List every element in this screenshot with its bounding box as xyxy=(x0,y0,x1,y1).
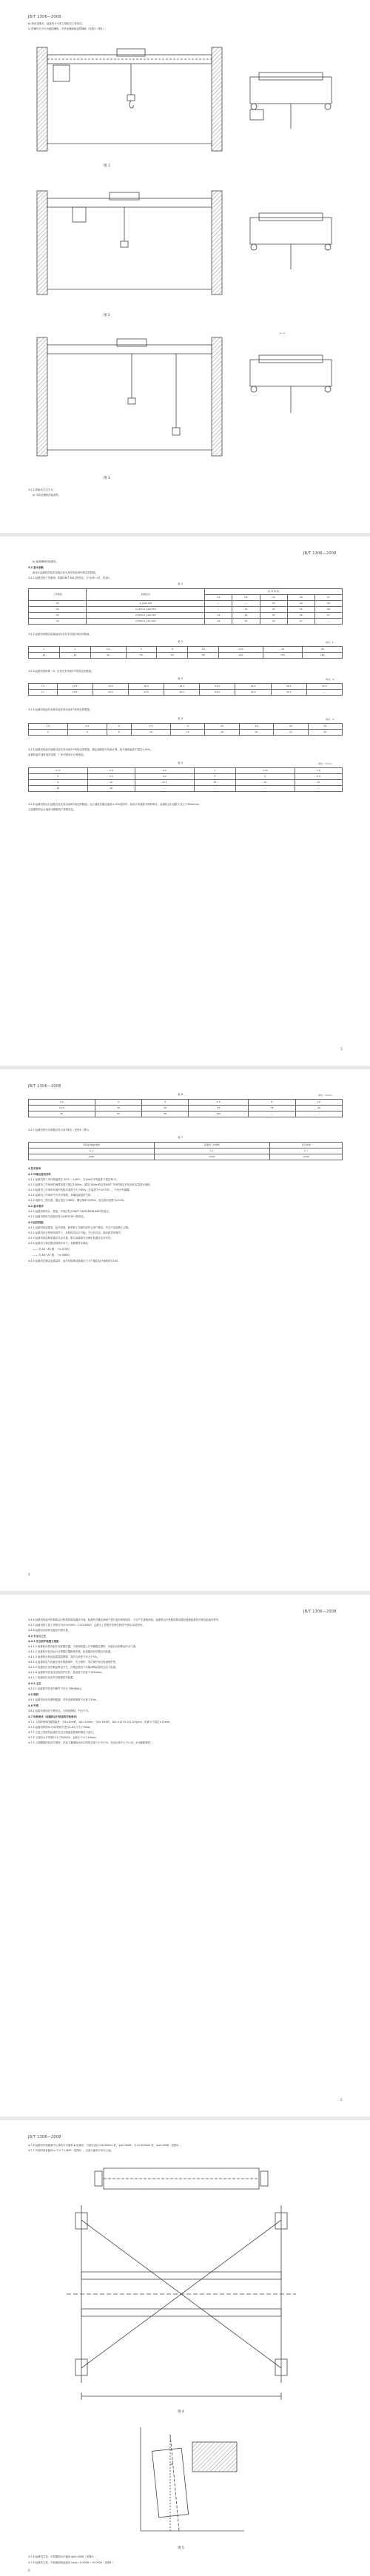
table-7-caption: 表 7 xyxy=(178,1136,184,1139)
table-cell: 0.9 xyxy=(135,768,194,774)
table-cell: A5 xyxy=(314,601,342,607)
text-line: 4.3.2 起重机在正常使用条件下，各机构应运行平稳，不应有冲击、振动和异常噪声。 xyxy=(28,1231,124,1234)
table-cell: A3 xyxy=(260,601,287,607)
table-header-cell: C_L xyxy=(154,1149,270,1154)
table-1-caption: 表 1 xyxy=(178,582,184,585)
table-cell: 12.5 xyxy=(219,647,263,653)
figure-3-drawing xyxy=(28,324,346,472)
table-row xyxy=(29,768,343,774)
table-cell: 30 xyxy=(308,730,342,736)
table-cell: 26.5 xyxy=(164,690,200,696)
table-cell: 16 xyxy=(95,1106,141,1112)
table-cell: A4 xyxy=(232,613,260,619)
table-cell: 25 xyxy=(29,653,60,659)
table-row xyxy=(29,786,343,792)
text-line: 4.3.7 起重机的主梁上拱度应为(0.9/1000～1.4/1000)S，且最大上拱度应控制在跨度中部S/10范围内。 xyxy=(28,1624,145,1627)
table-cell: A5 xyxy=(232,619,260,625)
text-line: 4.3.3 起重机的控制装置应灵活可靠，限位装置和安全保护装置应完好有效。 xyxy=(28,1237,113,1240)
table-cell: 40 xyxy=(90,653,126,659)
text-line: 3.2.5 起重机的起升速度宜优先采用表5中所规定的数值，额定速度按平均值计算，起升速度偏差不超过±10%。 xyxy=(28,748,153,751)
table-cell: A5 xyxy=(260,613,287,619)
table-6-caption: 表 6 xyxy=(178,1093,184,1096)
table-cell: 0.72 xyxy=(29,768,88,774)
table-cell: 5 xyxy=(236,774,295,780)
table-row xyxy=(29,774,343,780)
table-2-caption: 表 2 xyxy=(178,640,184,643)
page-header: JB/T 1306—2008 xyxy=(28,2135,61,2139)
text-line: —— 对 A3～A5 级： f ≤ S/700； xyxy=(33,1248,72,1251)
table-row xyxy=(29,653,343,659)
section-heading: 4.4.1 安全防护装置与措施 xyxy=(28,1640,59,1643)
table-header-cell: U4 xyxy=(232,595,260,601)
section-heading: 4.4.2 卫生 xyxy=(28,1682,41,1685)
section-heading: 4.4 安全与卫生 xyxy=(28,1635,47,1638)
table-cell: 28.5 xyxy=(271,684,306,690)
text-line: 4.1.3 起重机工作场所环境中的相对湿度不大于85%（在温度为+25℃时），不允许有凝露。 xyxy=(28,1188,132,1191)
page-4 xyxy=(0,1595,370,2116)
text-line: 3.2.6 起重机的运行速度宜优先采用表6所规定的数值。运行速度在额定速度±10%范围内。原设计的速度可保持原状，起重机运行速度不宜大于60m/min。 xyxy=(28,803,202,806)
table-cell: 10 xyxy=(188,647,219,653)
table-4 xyxy=(28,723,343,736)
text-line: 4.3.4 起重机主梁在额定载荷作用下，其静刚性应满足： xyxy=(28,1242,91,1245)
section-heading: 4.3 使用性能 xyxy=(28,1221,44,1224)
page-1 xyxy=(0,0,370,533)
table-cell: 16.5 xyxy=(128,684,164,690)
table-cell: 20 xyxy=(142,1106,189,1112)
text-line: 4.2.1 起重机的设计、制造、安装应符合GB/T 14405和GB 6067的规定。 xyxy=(28,1210,112,1213)
text-line: 3.2.7 起重机的安全系数应符合表7规定（见图1～图3）。 xyxy=(28,1129,93,1131)
section-heading: 4.7 结构要求（起重机运行轨道的安装要求） xyxy=(28,1715,79,1718)
table-cell: 24 xyxy=(274,730,308,736)
table-cell: 10 xyxy=(87,780,135,786)
table-header-cell: C_r xyxy=(270,1149,343,1154)
table-row xyxy=(29,1100,343,1106)
section-heading: 4.5 照明 xyxy=(28,1693,38,1696)
text-line: 4.1.1 起重机的工作环境温度在-20℃～+40℃，在24h内平均温度不超过35℃。 xyxy=(28,1178,119,1181)
figure-1-caption: 图 1 xyxy=(104,164,110,168)
text-line: 起重机起升速度适用范围，厂家可按设计合理选取。 xyxy=(28,753,86,756)
table-cell: 32.5 xyxy=(235,690,271,696)
table-header-cell: U3 xyxy=(205,595,232,601)
table-cell: 80 xyxy=(142,1112,189,1117)
table-cell: 7.5 xyxy=(29,684,58,690)
table-cell: 24 xyxy=(308,724,342,730)
table-cell: 23.5 xyxy=(128,690,164,696)
text-line: 4.4.1.6 起重机司机室应设有防护栏杆，其高度不应低于1050mm。 xyxy=(28,1671,104,1674)
text-line: 4.4.1.5 起重机应设有紧急断电开关，在紧急情况下应能切断起重机总动力电源。 xyxy=(28,1666,118,1669)
table-4-caption: 表 4 xyxy=(178,717,184,720)
table-cell: 40 xyxy=(87,786,135,792)
table-cell: Q4 xyxy=(29,619,87,625)
text-line: 4.7.2 起重机跨度S1与S2的相对差|S1-S2|不大于5mm。 xyxy=(28,1726,92,1729)
table-cell: 10.5 xyxy=(57,684,92,690)
table-cell: — xyxy=(295,786,342,792)
table-cell: 2 xyxy=(59,647,90,653)
text-line: 4.3.8 起重机各部件连接应牢固可靠。 xyxy=(28,1629,71,1632)
text-line: 3.2.2 起重机的额定起重量Q应优先采用表2规定的数值。 xyxy=(28,633,92,636)
table-cell: 100 xyxy=(219,653,263,659)
table-cell: 0.125<K_p≤0.250 xyxy=(87,607,205,613)
table-cell: 20 xyxy=(303,647,343,653)
table-cell: 12.5 xyxy=(29,1106,95,1112)
table-cell: Q3 xyxy=(29,613,87,619)
page-5 xyxy=(0,2120,370,2576)
text-line: 新设计起重机的基本参数应优先采用本标准所规定的数值。 xyxy=(33,571,98,574)
table-cell: A6 xyxy=(287,613,314,619)
table-cell: — xyxy=(295,1112,342,1117)
table-cell: 29.5 xyxy=(200,690,235,696)
table-cell: 8 xyxy=(107,730,131,736)
table-cell: 80 xyxy=(188,653,219,659)
table-cell: 19.5 xyxy=(164,684,200,690)
table-row xyxy=(29,601,343,607)
table-cell: 4 xyxy=(194,774,235,780)
table-cell: 17 xyxy=(29,690,58,696)
table-cell: A3 xyxy=(232,607,260,613)
table-cell: 5 xyxy=(29,730,68,736)
table-cell: 50 xyxy=(126,653,157,659)
table-cell: 9 xyxy=(171,724,205,730)
table-cell: 1 xyxy=(194,768,235,774)
table-3 xyxy=(28,683,343,696)
table-cell: 10 xyxy=(295,1100,342,1106)
text-line: 4.7.9 起重机主梁，车轮端面垂直偏斜 tanα=-0.0008～+0.0020（见图5）。 xyxy=(28,2561,117,2564)
table-row xyxy=(29,1112,343,1117)
table-2-unit: 单位：t xyxy=(326,641,334,644)
table-cell: 12 xyxy=(205,724,239,730)
text-line: 4.7.7 车轮的垂直偏斜 α 不大于 L/400（见图5），且最大偏斜方向为上偏。 xyxy=(28,2149,113,2152)
table-cell: A5 xyxy=(287,607,314,613)
table-header-cell: 起重机工作级别 xyxy=(154,1143,270,1149)
table-cell: 35.5 xyxy=(271,690,306,696)
table-header-cell: U6 xyxy=(287,595,314,601)
section-heading: 3.2 基本参数 xyxy=(28,566,44,569)
table-7 xyxy=(28,1142,343,1160)
text-line: 主起重机的运行速度可根据用户需要设定。 xyxy=(28,808,76,811)
table-header-cell: 工作级别 xyxy=(29,589,87,601)
table-cell: — xyxy=(232,601,260,607)
figure-2-caption: 图 2 xyxy=(104,314,110,317)
text-line: a) 司机室操纵的起重机； xyxy=(33,494,61,497)
text-line: 4.5.1 起重机应设有照明装置，司机室照明照度不应低于30lx。 xyxy=(28,1698,98,1701)
table-row xyxy=(29,724,343,730)
table-cell: ≥160 xyxy=(270,1154,343,1160)
page-number: 5 xyxy=(340,2098,343,2102)
table-cell: 20 xyxy=(236,780,295,786)
table-cell: 20 xyxy=(274,724,308,730)
table-cell: 31.5 xyxy=(306,684,342,690)
table-6-unit: 单位：m/min xyxy=(318,1094,332,1097)
table-cell: 125 xyxy=(263,653,303,659)
table-6 xyxy=(28,1099,343,1117)
table-cell: 50 xyxy=(29,1112,95,1117)
table-cell: 16 xyxy=(205,730,239,736)
page-header: JB/T 1306—2008 xyxy=(28,1084,61,1089)
table-cell: 4 xyxy=(95,1100,141,1106)
table-row xyxy=(29,1154,343,1160)
text-line: b) 按用途要求，起重机分为单主梁和双主梁形式。 xyxy=(28,22,84,25)
table-cell: 3.2 xyxy=(135,774,194,780)
table-row xyxy=(29,684,343,690)
text-line: 3.2.1 起重机的工作级别，根据GB/T 3811的规定，分为A3～A7，见表1。 xyxy=(28,576,112,579)
table-cell: 10 xyxy=(132,730,171,736)
table-cell: Q2 xyxy=(29,607,87,613)
table-cell: ≥300 xyxy=(29,1154,155,1160)
table-cell: A4 xyxy=(260,607,287,613)
table-cell: 32 xyxy=(59,653,90,659)
text-line: 4.7.6 起重机车轮踏面中心线的水平偏斜 φ 应满足：当镗孔直径 d≤400mm 时，φ≤0.0008；当 d>400mm 时，φ≤0.0006（见图4）。 xyxy=(28,2144,184,2147)
table-cell: — xyxy=(236,786,295,792)
text-line: 4.7.1 主梁跨度S的极限偏差：当S≤10m时，ΔS=±2mm；当S>10m时，ΔS=±[2+0.1(S-10)]mm，但最大不超过±15mm。 xyxy=(28,1721,172,1724)
text-line: 4.3.5 起重机在额定起重量时，起升机构制动距离应不大于额定起升速度的1/100。 xyxy=(28,1260,121,1262)
table-cell: 25.5 xyxy=(235,684,271,690)
figure-1-drawing xyxy=(28,33,346,158)
section-label: A—A xyxy=(280,332,286,334)
table-cell: 6 xyxy=(67,730,107,736)
text-line: 3.2.4 起重机的起升高度应优先采用表4中所规定的数值。 xyxy=(28,708,92,711)
text-line: 4.7.8 起重机主梁，车轮端面水平偏斜 φ≤0.0008（见图4）。 xyxy=(28,2555,98,2558)
table-row xyxy=(29,619,343,625)
table-cell: — xyxy=(135,786,194,792)
table-cell: A3 xyxy=(205,613,232,619)
text-line: 4.7.3 主梁上拱度的检测应在无日照温差影响的情况下进行。 xyxy=(28,1731,96,1734)
page-number: 6 xyxy=(28,2569,30,2572)
table-3-caption: 表 3 xyxy=(178,677,184,680)
table-cell: 6 xyxy=(107,724,131,730)
table-cell: ≥300 xyxy=(154,1154,270,1160)
text-line: 4.1.4 起重机工作场所中不应有易燃、易爆及腐蚀性气体。 xyxy=(28,1194,93,1197)
text-line: 4.4.1.7 起重机应设有声光报警信号装置。 xyxy=(28,1676,75,1679)
text-line: 4.4.1.3 起重机应装设起重量限制器，其综合误差不应大于5%。 xyxy=(28,1655,100,1658)
table-cell: A4 xyxy=(205,619,232,625)
figure-5-caption: 图 5 xyxy=(178,2546,184,2550)
table-5-unit: 单位：m/min xyxy=(318,762,332,765)
table-5 xyxy=(28,767,343,792)
table-cell: A6 xyxy=(314,607,342,613)
text-line: 4.4.1.2 起重机应装设运行行程限位器和缓冲器，轨道端部应设置止挡装置。 xyxy=(28,1650,113,1653)
text-line: c) 按操作方式分为地面操纵、司机室操纵和遥控操纵（见图1～图3）。 xyxy=(28,27,107,30)
table-cell: A6 xyxy=(260,619,287,625)
text-line: 4.3.1 起重机的起重量、起升高度、跨度和工作级别应符合用户要求，并在产品铭牌上注明。 xyxy=(28,1226,131,1229)
text-line: 4.1.5 电源为三相交流，额定电压为380V，额定频率为50Hz，电压波动范围为±10%。 xyxy=(28,1199,127,1202)
table-header-cell: 使 用 等 级 xyxy=(205,589,343,595)
table-cell: 2 xyxy=(29,774,88,780)
text-line: —— 对 A6～A7 级： f ≤ S/800。 xyxy=(33,1254,72,1257)
text-line: 4.7.5 主梁腹板的局部平面度，在离上翼缘板H/3以内的区域不大于0.7δ，其余区域不大于1.2δ（δ为腹板厚度）。 xyxy=(28,1741,155,1744)
table-cell: 6.3 xyxy=(189,1100,249,1106)
table-cell: 100 xyxy=(189,1112,249,1117)
table-cell: — xyxy=(205,601,232,607)
text-line: 4.7.4 主梁的水平弯曲f不大于S/2000，且最大不大于20mm。 xyxy=(28,1736,98,1739)
table-cell: 0.8 xyxy=(87,768,135,774)
table-cell: — xyxy=(314,619,342,625)
table-header-cell: U5 xyxy=(260,595,287,601)
section-heading: 4 技术要求 xyxy=(28,1167,41,1170)
table-cell: 20 xyxy=(239,730,273,736)
table-cell: 2.5 xyxy=(87,774,135,780)
table-cell: Q1 xyxy=(29,601,87,607)
text-line: 4.1.2 起重机工作场所的海拔高度不超过1000m，超过1000m的应按GB/T 755的规定对电动机容量进行校核。 xyxy=(28,1183,152,1186)
table-header-cell: 安全系数 xyxy=(270,1143,343,1149)
table-cell: 0.500<K_p≤1.000 xyxy=(87,619,205,625)
table-row xyxy=(29,690,343,696)
table-cell: — xyxy=(306,690,342,696)
table-cell: — xyxy=(194,786,235,792)
table-cell: 13.5 xyxy=(92,684,128,690)
table-1 xyxy=(28,588,343,625)
page-number: 4 xyxy=(28,1573,30,1576)
page-2 xyxy=(0,537,370,1066)
table-cell: A7 xyxy=(314,613,342,619)
table-3-unit: 单位：m xyxy=(326,678,334,681)
table-cell: 63 xyxy=(95,1112,141,1117)
table-cell: 4.5 xyxy=(67,724,107,730)
page-header: JB/T 1306—2008 xyxy=(303,551,337,556)
figure-2-drawing xyxy=(28,175,346,308)
table-cell: 3.2 xyxy=(29,1100,95,1106)
table-cell: 0.250<K_p≤0.500 xyxy=(87,613,205,619)
table-cell: 12.5 xyxy=(135,780,194,786)
table-cell: 3.5 xyxy=(29,724,68,730)
table-5-caption: 表 5 xyxy=(178,761,184,764)
table-cell: 25 xyxy=(189,1106,249,1112)
table-row xyxy=(29,780,343,786)
text-line: 4.2.2 起重机的电气设备应符合GB 5226.2的规定。 xyxy=(28,1215,87,1218)
text-line: 3.1.2 按驱动方式分为： xyxy=(28,488,56,491)
table-cell: A4 xyxy=(287,601,314,607)
table-cell: 160 xyxy=(303,653,343,659)
text-line: b) 地面操纵的起重机。 xyxy=(33,560,59,563)
text-line: 3.2.3 起重机的跨度（S）应优先采用表3中所规定的数值。 xyxy=(28,670,94,673)
table-cell: 1.25 xyxy=(236,768,295,774)
figure-5-drawing xyxy=(111,2420,259,2542)
table-cell: 25 xyxy=(295,780,342,786)
table-cell: 6.3 xyxy=(295,774,342,780)
page-3 xyxy=(0,1069,370,1591)
table-row xyxy=(29,1106,343,1112)
section-heading: 4.2 基本要求 xyxy=(28,1205,44,1208)
figure-4-caption: 图 4 xyxy=(178,2410,184,2414)
table-cell: 16 xyxy=(239,724,273,730)
figure-3-caption: 图 3 xyxy=(104,477,110,480)
table-cell: K_p≤0.125 xyxy=(87,601,205,607)
page-header: JB/T 1306—2008 xyxy=(28,15,61,19)
table-cell: 7.5 xyxy=(132,724,171,730)
table-cell: — xyxy=(249,1112,295,1117)
table-row xyxy=(29,730,343,736)
table-cell: 16 xyxy=(194,780,235,786)
text-line: 4.4.1.4 起重机电气设备应设有短路保护、失压保护、零位保护和过电流保护等。 xyxy=(28,1661,118,1664)
table-cell: 8 xyxy=(157,647,188,653)
table-cell: A7 xyxy=(287,619,314,625)
page-number: 3 xyxy=(340,1047,343,1051)
table-row xyxy=(29,607,343,613)
table-cell: 1.6 xyxy=(295,768,342,774)
table-cell: 1 xyxy=(29,647,60,653)
table-cell: 32 xyxy=(249,1106,295,1112)
table-cell: 8 xyxy=(249,1100,295,1106)
table-cell: 20.5 xyxy=(92,690,128,696)
text-line: 4.6.1 起重机表面应平整光洁，无明显锤痕、凹凸不平。 xyxy=(28,1709,91,1712)
section-heading: 4.6 外观 xyxy=(28,1704,38,1707)
section-heading: 4.1 环境及使用条件 xyxy=(28,1173,51,1176)
table-header-cell: 司机室/地面/遥控 xyxy=(29,1143,155,1149)
table-cell: 63 xyxy=(157,653,188,659)
table-cell: 16 xyxy=(263,647,303,653)
table-cell: 5 xyxy=(142,1100,189,1106)
figure-4-drawing xyxy=(37,2161,333,2405)
table-cell: 22.5 xyxy=(200,684,235,690)
table-2 xyxy=(28,646,343,659)
table-cell: 8 xyxy=(29,780,88,786)
table-cell: 40 xyxy=(295,1106,342,1112)
table-row xyxy=(29,613,343,619)
table-row xyxy=(29,647,343,653)
table-header-cell: 载荷状态 xyxy=(87,589,205,601)
table-cell: 5 xyxy=(126,647,157,653)
table-cell: 12 xyxy=(171,730,205,736)
table-cell: 32 xyxy=(29,786,88,792)
text-line: 4.3.6 起重机的起升机构和运行机构的制动器应可靠，起重机在额定载荷下进行起升和制动时，不应产生溜钩现象。起重机运行机构的制动器应能使起重机在规定距离内停车。 xyxy=(28,1618,221,1621)
text-line: 4.4.2.1 起重机司机室内噪声不应大于85dB(A)。 xyxy=(28,1687,84,1690)
table-4-unit: 单位：m xyxy=(326,718,334,721)
table-cell: — xyxy=(205,607,232,613)
table-cell: 3.2 xyxy=(90,647,126,653)
table-header-cell: C_s xyxy=(29,1149,155,1154)
page-header: JB/T 1306—2008 xyxy=(303,1610,337,1614)
text-line: 4.4.1.1 起重机应装设起升高度限位器，当取物装置上升到极限位置时，应能自动切断起升动力源。 xyxy=(28,1645,138,1648)
table-header-cell: U7 xyxy=(314,595,342,601)
table-cell: 18.5 xyxy=(57,690,92,696)
